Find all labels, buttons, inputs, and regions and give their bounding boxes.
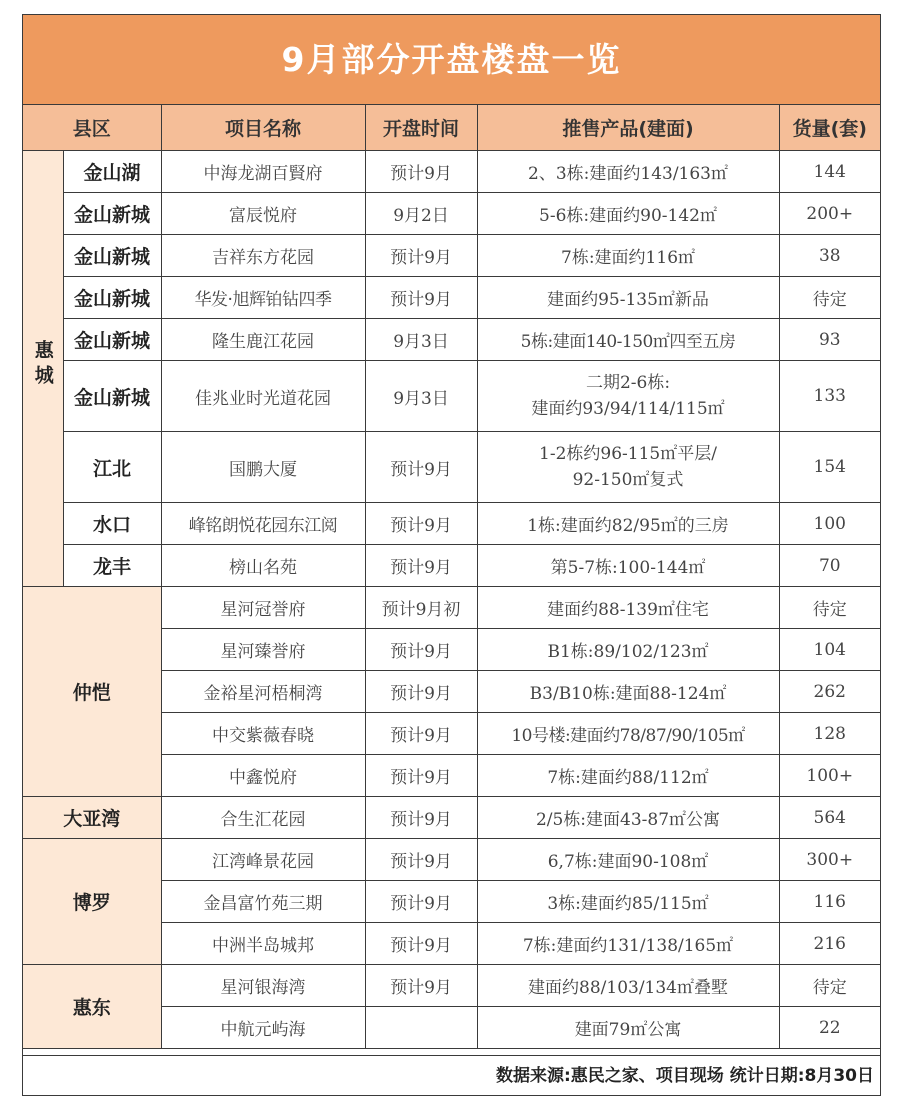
product-cell: 2/5栋:建面43-87㎡公寓 [477,797,779,839]
open-time-cell: 预计9月 [365,151,477,193]
product-cell: 1栋:建面约82/95㎡的三房 [477,503,779,545]
product-cell: 建面约88-139㎡住宅 [477,587,779,629]
subdistrict-cell: 金山新城 [63,277,161,319]
project-name-cell: 富辰悦府 [161,193,365,235]
header-project-name: 项目名称 [161,105,365,151]
project-name-cell: 金昌富竹苑三期 [161,881,365,923]
district-cell-huicheng: 惠城 [23,151,63,587]
quantity-cell: 38 [779,235,880,277]
product-cell: 5-6栋:建面约90-142㎡ [477,193,779,235]
product-cell: 建面约88/103/134㎡叠墅 [477,965,779,1007]
subdistrict-cell: 金山新城 [63,193,161,235]
product-cell: 7栋:建面约116㎡ [477,235,779,277]
product-cell: 5栋:建面140-150㎡四至五房 [477,319,779,361]
quantity-cell: 待定 [779,277,880,319]
quantity-cell: 待定 [779,587,880,629]
product-line: 1-2栋约96-115㎡平层/ [539,444,717,464]
project-name-cell: 中鑫悦府 [161,755,365,797]
product-cell: 7栋:建面约131/138/165㎡ [477,923,779,965]
project-name-cell: 华发·旭辉铂钻四季 [161,277,365,319]
table-row [23,193,880,235]
table-row [23,277,880,319]
project-name-cell: 星河臻誉府 [161,629,365,671]
header-row [23,105,880,151]
project-name-cell: 星河银海湾 [161,965,365,1007]
subdistrict-cell: 金山新城 [63,319,161,361]
project-name-cell: 榜山名苑 [161,545,365,587]
project-name-cell: 隆生鹿江花园 [161,319,365,361]
project-name-cell: 佳兆业时光道花园 [161,361,365,432]
project-name-cell: 江湾峰景花园 [161,839,365,881]
table-row [23,503,880,545]
header-district: 县区 [23,105,161,151]
quantity-cell: 22 [779,1007,880,1049]
project-name-cell: 国鹏大厦 [161,432,365,503]
open-time-cell: 9月3日 [365,361,477,432]
open-time-cell: 预计9月 [365,235,477,277]
table-row [23,151,880,193]
quantity-cell: 128 [779,713,880,755]
open-time-cell: 预计9月 [365,545,477,587]
open-time-cell [365,1007,477,1049]
project-name-cell: 合生汇花园 [161,797,365,839]
quantity-cell: 100+ [779,755,880,797]
table-row [23,545,880,587]
product-cell: B1栋:89/102/123㎡ [477,629,779,671]
subdistrict-cell: 金山新城 [63,235,161,277]
open-time-cell: 预计9月初 [365,587,477,629]
table-row [23,839,880,881]
product-line: 二期2-6栋: [585,373,671,393]
quantity-cell: 待定 [779,965,880,1007]
table-row [23,797,880,839]
product-cell: 10号楼:建面约78/87/90/105㎡ [477,713,779,755]
open-time-cell: 预计9月 [365,923,477,965]
project-name-cell: 吉祥东方花园 [161,235,365,277]
data-source-footer: 数据来源:惠民之家、项目现场 统计日期:8月30日 [23,1055,880,1095]
product-cell: B3/B10栋:建面88-124㎡ [477,671,779,713]
product-cell [477,432,779,503]
project-name-cell: 中交紫薇春晓 [161,713,365,755]
quantity-cell: 262 [779,671,880,713]
project-name-cell: 中洲半岛城邦 [161,923,365,965]
table-row [23,235,880,277]
open-time-cell: 预计9月 [365,965,477,1007]
product-cell: 3栋:建面约85/115㎡ [477,881,779,923]
product-cell: 6,7栋:建面90-108㎡ [477,839,779,881]
product-line: 建面约93/94/114/115㎡ [531,399,725,419]
quantity-cell: 104 [779,629,880,671]
project-name-cell: 峰铭朗悦花园东江阅 [161,503,365,545]
subdistrict-cell: 水口 [63,503,161,545]
district-cell-huidong: 惠东 [23,965,161,1049]
district-cell-boluo: 博罗 [23,839,161,965]
open-time-cell: 9月3日 [365,319,477,361]
open-time-cell: 预计9月 [365,797,477,839]
product-cell [477,361,779,432]
project-name-cell: 中海龙湖百賢府 [161,151,365,193]
table-row [23,319,880,361]
product-line: 92-150㎡复式 [572,470,684,490]
table-row [23,432,880,503]
open-time-cell: 预计9月 [365,432,477,503]
open-time-cell: 预计9月 [365,881,477,923]
subdistrict-cell: 龙丰 [63,545,161,587]
table-row [23,361,880,432]
district-cell-dayawan: 大亚湾 [23,797,161,839]
quantity-cell: 216 [779,923,880,965]
open-time-cell: 预计9月 [365,713,477,755]
subdistrict-cell: 江北 [63,432,161,503]
project-name-cell: 星河冠誉府 [161,587,365,629]
open-time-cell: 预计9月 [365,839,477,881]
open-time-cell: 预计9月 [365,277,477,319]
product-cell: 2、3栋:建面约143/163㎡ [477,151,779,193]
open-time-cell: 预计9月 [365,629,477,671]
header-product: 推售产品(建面) [477,105,779,151]
quantity-cell: 200+ [779,193,880,235]
project-name-cell: 金裕星河梧桐湾 [161,671,365,713]
subdistrict-cell: 金山新城 [63,361,161,432]
quantity-cell: 100 [779,503,880,545]
open-time-cell: 预计9月 [365,755,477,797]
listing-table [23,105,880,1049]
product-cell: 建面约95-135㎡新品 [477,277,779,319]
quantity-cell: 154 [779,432,880,503]
open-time-cell: 预计9月 [365,503,477,545]
header-open-time: 开盘时间 [365,105,477,151]
header-quantity: 货量(套) [779,105,880,151]
district-cell-zhongkai: 仲恺 [23,587,161,797]
quantity-cell: 300+ [779,839,880,881]
product-cell: 建面79㎡公寓 [477,1007,779,1049]
quantity-cell: 116 [779,881,880,923]
quantity-cell: 70 [779,545,880,587]
table-row [23,965,880,1007]
product-cell: 第5-7栋:100-144㎡ [477,545,779,587]
listing-table-frame [22,14,881,1096]
open-time-cell: 预计9月 [365,671,477,713]
open-time-cell: 9月2日 [365,193,477,235]
quantity-cell: 133 [779,361,880,432]
quantity-cell: 144 [779,151,880,193]
quantity-cell: 93 [779,319,880,361]
product-cell: 7栋:建面约88/112㎡ [477,755,779,797]
table-row [23,587,880,629]
quantity-cell: 564 [779,797,880,839]
page-title: 9月部分开盘楼盘一览 [23,15,880,105]
project-name-cell: 中航元屿海 [161,1007,365,1049]
subdistrict-cell: 金山湖 [63,151,161,193]
